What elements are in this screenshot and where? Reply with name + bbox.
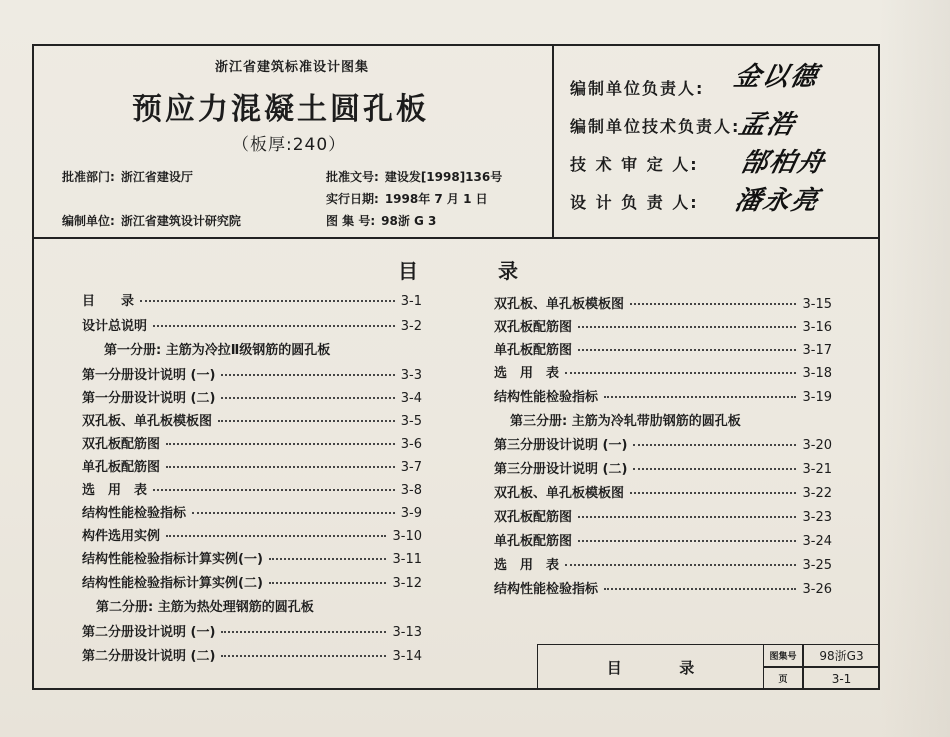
signature-role-4: 设 计 负 责 人: (570, 193, 699, 212)
title-block-page-label: 页 (778, 675, 788, 685)
toc-item[interactable]: 结构性能检验指标计算实例(一) 3-11 (82, 552, 422, 567)
toc-item[interactable]: 结构性能检验指标 3-26 (494, 582, 832, 597)
toc-section-heading: 第二分册: 主筋为热处理钢筋的圆孔板 (96, 600, 314, 615)
atlas-number (326, 212, 436, 229)
toc-item[interactable]: 第二分册设计说明 (一) 3-13 (82, 625, 422, 640)
toc-item[interactable]: 第一分册设计说明 (二) 3-4 (82, 391, 422, 406)
effective-date-label: 实行日期: (326, 192, 379, 206)
toc-item[interactable]: 双孔板配筋图 3-6 (82, 437, 422, 452)
toc-item[interactable]: 双孔板配筋图 3-23 (494, 510, 832, 525)
toc-item[interactable]: 第一分册设计说明 (一) 3-3 (82, 368, 422, 383)
approval-department-value: 浙江省建设厅 (120, 170, 193, 184)
toc-item[interactable]: 单孔板配筋图 3-17 (494, 343, 832, 358)
toc-item[interactable]: 单孔板配筋图 3-24 (494, 534, 832, 549)
title-block-title-right: 录 (679, 658, 695, 677)
compile-unit (62, 212, 241, 229)
title-block-atlas-label: 图集号 (769, 652, 797, 662)
signature-1: 金以德 (731, 62, 822, 92)
toc-item[interactable]: 单孔板配筋图 3-7 (82, 460, 422, 475)
approval-number-label: 批准文号: (326, 170, 379, 184)
toc-item[interactable]: 选 用 表 3-18 (494, 366, 832, 381)
toc-item[interactable]: 双孔板配筋图 3-16 (494, 320, 832, 335)
signature-role-1: 编制单位负责人: (570, 79, 705, 98)
approval-number (326, 168, 502, 185)
atlas-number-label: 图 集 号: (326, 214, 376, 228)
title-block-title (537, 644, 763, 690)
toc-item[interactable]: 结构性能检验指标计算实例(二) 3-12 (82, 576, 422, 591)
signature-3: 郜柏舟 (738, 148, 829, 178)
toc-item[interactable]: 结构性能检验指标 3-9 (82, 506, 422, 521)
toc-section-heading: 第一分册: 主筋为冷拉Ⅱ级钢筋的圆孔板 (104, 343, 331, 358)
signature-2: 孟浩 (736, 110, 799, 140)
title-block-title-left: 目 (606, 658, 622, 677)
compile-unit-label: 编制单位: (62, 214, 115, 228)
title-block-atlas-value: 98浙G3 (819, 649, 864, 663)
toc-item[interactable]: 第三分册设计说明 (二) 3-21 (494, 462, 832, 477)
approval-number-value: 建设发[1998]136号 (384, 170, 503, 184)
toc-item[interactable]: 目 录 3-1 (82, 294, 422, 309)
title-block-atlas-label-cell (763, 644, 803, 667)
compile-unit-value: 浙江省建筑设计研究院 (120, 214, 241, 228)
header-divider (32, 237, 880, 239)
toc-item[interactable]: 设计总说明 3-2 (82, 319, 422, 334)
toc-item[interactable]: 双孔板、单孔板模板图 3-15 (494, 297, 832, 312)
toc-item[interactable]: 第三分册设计说明 (一) 3-20 (494, 438, 832, 453)
effective-date (326, 190, 488, 207)
toc-item[interactable]: 选 用 表 3-8 (82, 483, 422, 498)
toc-heading-left: 目 (398, 259, 418, 283)
toc-section-heading: 第三分册: 主筋为冷轧带肋钢筋的圆孔板 (510, 414, 741, 429)
title-block-page-value-cell (803, 667, 880, 690)
series-title: 浙江省建筑标准设计图集 (215, 60, 370, 75)
atlas-number-value: 98浙 G 3 (381, 214, 437, 228)
toc-item[interactable]: 双孔板、单孔板模板图 3-22 (494, 486, 832, 501)
toc-item[interactable]: 第二分册设计说明 (二) 3-14 (82, 649, 422, 664)
title-block-page-value: 3-1 (831, 671, 852, 686)
approval-department (62, 168, 193, 185)
signature-role-3: 技 术 审 定 人: (570, 155, 699, 174)
toc-heading-right: 录 (498, 259, 518, 283)
title-block-page-label-cell (763, 667, 803, 690)
title-block (537, 644, 880, 690)
toc-item[interactable]: 结构性能检验指标 3-19 (494, 390, 832, 405)
thickness-label: （板厚:240） (232, 135, 347, 155)
page-edge-shadow (880, 0, 950, 737)
toc-item[interactable]: 选 用 表 3-25 (494, 558, 832, 573)
effective-date-value: 1998年 7 月 1 日 (384, 192, 488, 206)
main-title: 预应力混凝土圆孔板 (132, 92, 429, 127)
title-block-atlas-value-cell (803, 644, 880, 667)
signature-role-2: 编制单位技术负责人: (570, 117, 741, 136)
toc-item[interactable]: 构件选用实例 3-10 (82, 529, 422, 544)
signature-4: 潘永亮 (732, 186, 823, 216)
header-vertical-divider (552, 44, 554, 239)
approval-department-label: 批准部门: (62, 170, 115, 184)
toc-item[interactable]: 双孔板、单孔板模板图 3-5 (82, 414, 422, 429)
